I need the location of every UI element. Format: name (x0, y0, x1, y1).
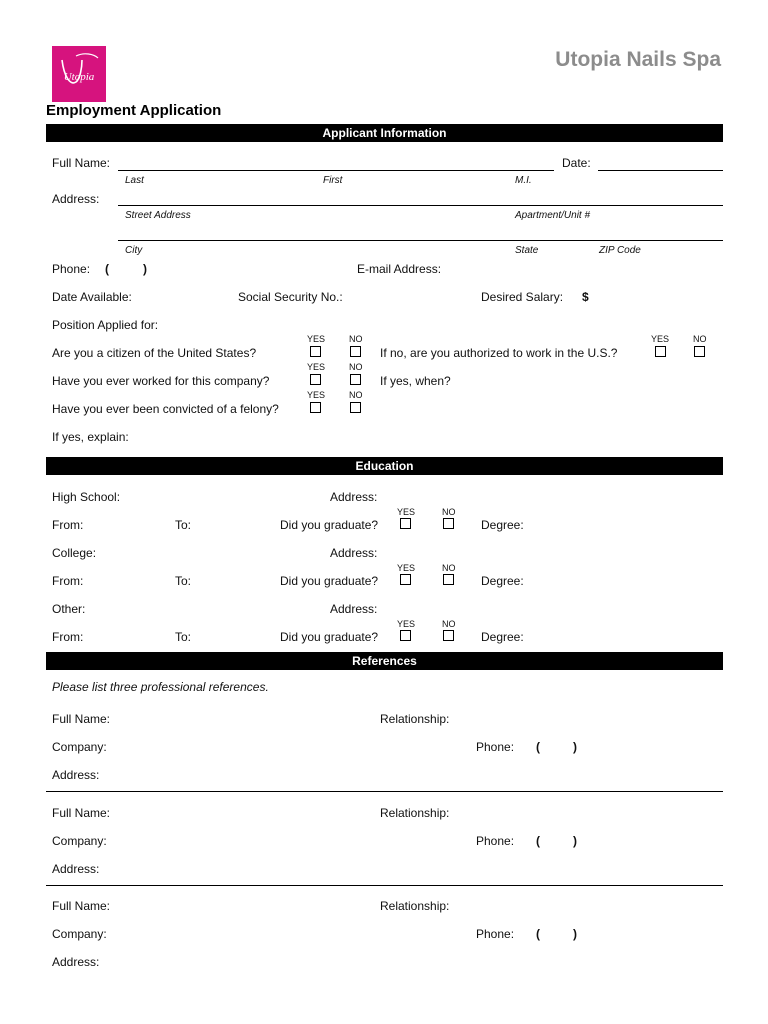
college-no-caption: NO (442, 563, 456, 573)
worked-question: Have you ever worked for this company? (52, 374, 270, 388)
high-school-yes-caption: YES (397, 507, 416, 517)
other-no-checkbox[interactable] (443, 630, 454, 641)
utopia-logo-icon (52, 46, 106, 102)
authorized-question: If no, are you authorized to work in the U.S.? (380, 346, 618, 360)
high-school-from-label: From: (52, 518, 84, 532)
authorized-yes-caption: YES (651, 334, 670, 344)
company-name: Utopia Nails Spa (555, 48, 721, 71)
full-name-field[interactable] (118, 170, 554, 171)
desired-salary-label: Desired Salary: (481, 290, 564, 304)
apartment-caption: Apartment/Unit # (515, 210, 591, 221)
ref3-phone-label: Phone: (476, 927, 515, 941)
college-label: College: (52, 546, 97, 560)
ref1-divider (46, 791, 723, 792)
ref3-relationship-label: Relationship: (380, 899, 450, 913)
felony-no-caption: NO (349, 390, 363, 400)
street-address-field[interactable] (118, 205, 723, 206)
ref3-phone-paren-close: ) (573, 927, 577, 941)
ref1-relationship-label: Relationship: (380, 712, 450, 726)
high-school-yes-checkbox[interactable] (400, 518, 411, 529)
other-yes-checkbox[interactable] (400, 630, 411, 641)
address-label: Address: (52, 192, 100, 206)
phone-paren-close: ) (143, 262, 147, 276)
citizen-question: Are you a citizen of the United States? (52, 346, 257, 360)
explain-label: If yes, explain: (52, 430, 129, 444)
ref2-divider (46, 885, 723, 886)
citizen-yes-caption: YES (307, 334, 326, 344)
date-label: Date: (562, 156, 591, 170)
college-from-label: From: (52, 574, 84, 588)
city-state-zip-field[interactable] (118, 240, 723, 241)
high-school-no-caption: NO (442, 507, 456, 517)
zip-caption: ZIP Code (599, 245, 641, 256)
other-no-caption: NO (442, 619, 456, 629)
date-available-label: Date Available: (52, 290, 132, 304)
ref1-address-label: Address: (52, 768, 100, 782)
ref2-full-name-label: Full Name: (52, 806, 111, 820)
section-applicant-information: Applicant Information (46, 124, 723, 142)
ref2-phone-paren-open: ( (536, 834, 540, 848)
ref3-company-label: Company: (52, 927, 107, 941)
middle-initial-caption: M.I. (515, 175, 532, 186)
ssn-label: Social Security No.: (238, 290, 343, 304)
ref1-phone-paren-open: ( (536, 740, 540, 754)
when-question: If yes, when? (380, 374, 451, 388)
ref3-address-label: Address: (52, 955, 100, 969)
authorized-no-caption: NO (693, 334, 707, 344)
high-school-label: High School: (52, 490, 121, 504)
felony-no-checkbox[interactable] (350, 402, 361, 413)
other-school-label: Other: (52, 602, 86, 616)
college-no-checkbox[interactable] (443, 574, 454, 585)
ref3-full-name-label: Full Name: (52, 899, 111, 913)
ref1-phone-paren-close: ) (573, 740, 577, 754)
felony-yes-caption: YES (307, 390, 326, 400)
logo-text: Utopia (63, 71, 95, 83)
position-label: Position Applied for: (52, 318, 159, 332)
other-yes-caption: YES (397, 619, 416, 629)
other-graduate-question: Did you graduate? (280, 630, 379, 644)
citizen-yes-checkbox[interactable] (310, 346, 321, 357)
first-name-caption: First (323, 175, 343, 186)
high-school-degree-label: Degree: (481, 518, 524, 532)
last-name-caption: Last (125, 175, 144, 186)
citizen-no-caption: NO (349, 334, 363, 344)
other-to-label: To: (175, 630, 192, 644)
form-title: Employment Application (46, 102, 222, 119)
high-school-no-checkbox[interactable] (443, 518, 454, 529)
ref1-phone-label: Phone: (476, 740, 515, 754)
ref2-phone-label: Phone: (476, 834, 515, 848)
college-to-label: To: (175, 574, 192, 588)
email-label: E-mail Address: (357, 262, 442, 276)
ref1-company-label: Company: (52, 740, 107, 754)
ref2-address-label: Address: (52, 862, 100, 876)
section-references: References (46, 652, 723, 670)
other-from-label: From: (52, 630, 84, 644)
full-name-label: Full Name: (52, 156, 111, 170)
worked-yes-checkbox[interactable] (310, 374, 321, 385)
college-yes-checkbox[interactable] (400, 574, 411, 585)
company-logo (52, 46, 106, 102)
phone-paren-open: ( (105, 262, 109, 276)
ref2-company-label: Company: (52, 834, 107, 848)
ref3-phone-paren-open: ( (536, 927, 540, 941)
phone-label: Phone: (52, 262, 91, 276)
high-school-to-label: To: (175, 518, 192, 532)
college-degree-label: Degree: (481, 574, 524, 588)
college-address-label: Address: (330, 546, 378, 560)
felony-question: Have you ever been convicted of a felony? (52, 402, 279, 416)
citizen-no-checkbox[interactable] (350, 346, 361, 357)
college-graduate-question: Did you graduate? (280, 574, 379, 588)
high-school-address-label: Address: (330, 490, 378, 504)
high-school-graduate-question: Did you graduate? (280, 518, 379, 532)
references-instruction: Please list three professional references. (52, 680, 269, 694)
date-field[interactable] (598, 170, 723, 171)
authorized-yes-checkbox[interactable] (655, 346, 666, 357)
ref2-relationship-label: Relationship: (380, 806, 450, 820)
street-address-caption: Street Address (125, 210, 191, 221)
dollar-sign: $ (582, 290, 589, 304)
ref2-phone-paren-close: ) (573, 834, 577, 848)
city-caption: City (125, 245, 143, 256)
section-education: Education (46, 457, 723, 475)
felony-yes-checkbox[interactable] (310, 402, 321, 413)
state-caption: State (515, 245, 539, 256)
authorized-no-checkbox[interactable] (694, 346, 705, 357)
other-address-label: Address: (330, 602, 378, 616)
worked-no-checkbox[interactable] (350, 374, 361, 385)
worked-no-caption: NO (349, 362, 363, 372)
other-degree-label: Degree: (481, 630, 524, 644)
ref1-full-name-label: Full Name: (52, 712, 111, 726)
college-yes-caption: YES (397, 563, 416, 573)
worked-yes-caption: YES (307, 362, 326, 372)
